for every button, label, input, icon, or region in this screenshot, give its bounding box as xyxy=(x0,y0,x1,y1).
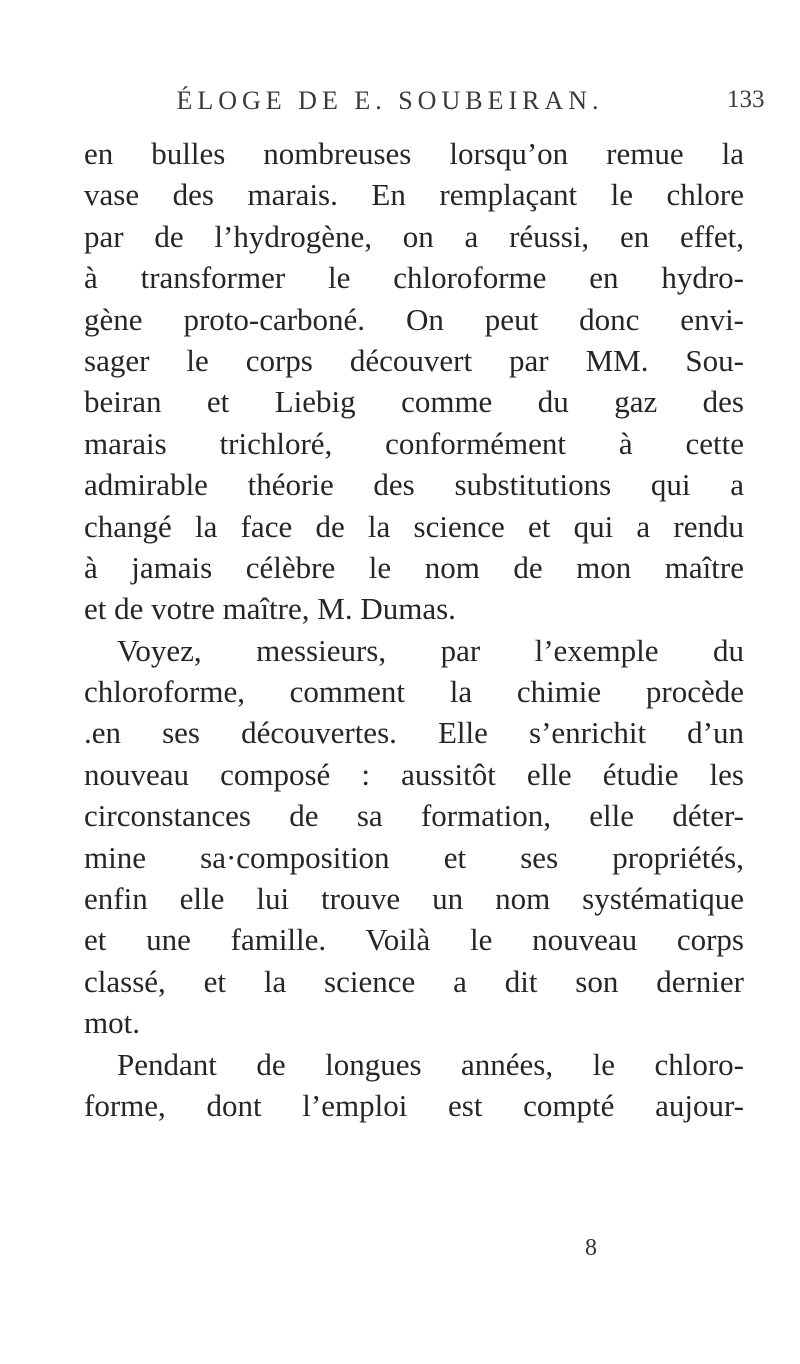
running-head xyxy=(0,86,800,126)
text-line: vase des marais. En remplaçant le chlore xyxy=(84,177,744,213)
text-line: sager le corps découvert par MM. Sou- xyxy=(84,342,744,378)
text-line: gène proto-carboné. On peut donc envi- xyxy=(84,301,744,337)
running-title: ÉLOGE DE E. SOUBEIRAN. xyxy=(176,86,604,115)
text-line: à jamais célèbre le nom de mon maître xyxy=(84,549,744,585)
text-line: enfin elle lui trouve un nom systématique xyxy=(84,881,744,917)
signature-mark: 8 xyxy=(585,1235,597,1261)
text-line: mot. xyxy=(84,1005,140,1041)
body-text xyxy=(84,133,744,1126)
text-line: .en ses découvertes. Elle s’enrichit d’un xyxy=(84,715,744,751)
text-line: par de l’hydrogène, on a réussi, en effet, xyxy=(84,218,744,254)
text-line: mine sa·composition et ses propriétés, xyxy=(84,839,744,875)
text-line: marais trichloré, conformément à cette xyxy=(84,425,744,461)
text-line: à transformer le chloroforme en hydro- xyxy=(84,260,744,296)
text-line: admirable théorie des substitutions qui a xyxy=(84,467,744,503)
text-line: forme, dont l’emploi est compté aujour- xyxy=(84,1087,744,1123)
text-line: changé la face de la science et qui a rendu xyxy=(84,508,744,544)
text-line: circonstances de sa formation, elle déter- xyxy=(84,798,744,834)
text-line: Pendant de longues années, le chloro- xyxy=(117,1046,744,1082)
text-line: et une famille. Voilà le nouveau corps xyxy=(84,922,744,958)
page-number: 133 xyxy=(727,86,765,113)
text-line: nouveau composé : aussitôt elle étudie les xyxy=(84,756,744,792)
text-line: beiran et Liebig comme du gaz des xyxy=(84,384,744,420)
text-line: et de votre maître, M. Dumas. xyxy=(84,591,456,627)
text-line: en bulles nombreuses lorsqu’on remue la xyxy=(84,136,744,171)
text-line: chloroforme, comment la chimie procède xyxy=(84,674,744,710)
text-line: Voyez, messieurs, par l’exemple du xyxy=(117,632,744,668)
text-line: classé, et la science a dit son dernier xyxy=(84,963,744,999)
